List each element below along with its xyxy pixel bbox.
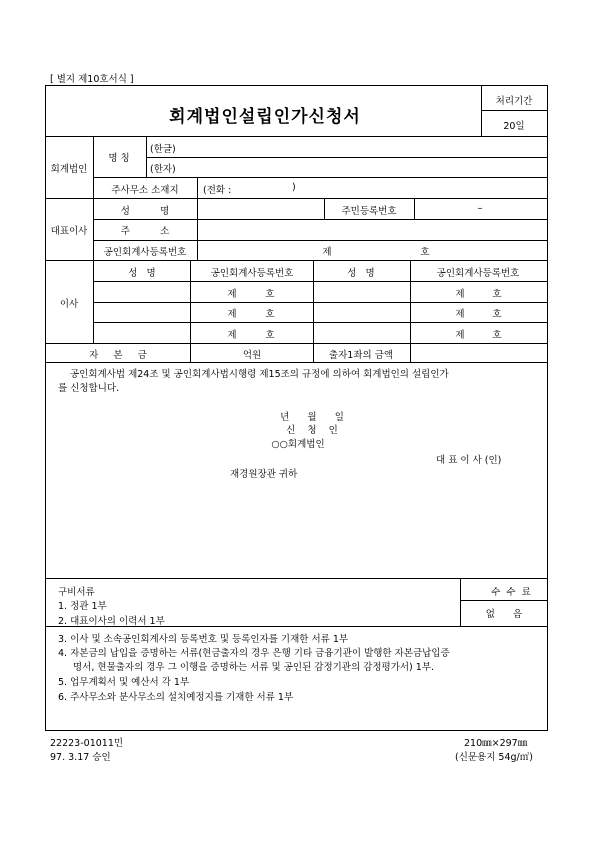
fee-label: 수 수 료 [491,587,531,598]
dir-reg-je: 제 [455,330,465,341]
dir-reg-ho: 호 [492,309,502,320]
document-item: 4. 자본금의 납입을 증명하는 서류(현금출자의 경우 은행 기타 금융기관이 발행한 자본금납입증 [58,648,450,659]
firm-name: ○○회계법인 [271,439,325,450]
dir-reg-je: 제 [455,309,465,320]
firm-section-label: 회계법인 [50,164,88,175]
firm-name-hanja: (한자) [150,164,176,175]
office-location-label: 주사무소 소재지 [111,185,179,196]
ceo-name-label: 성 명 [120,206,170,217]
capital-label: 자 본 금 [89,350,147,361]
directors-col-reg-2: 공인회계사등록번호 [436,268,520,279]
document-item: 3. 이사 및 소속공인회계사의 등록번호 및 등록인자를 기재한 서류 1부 [58,634,349,645]
representative-signature: 대 표 이 사 (인) [436,455,502,466]
dir-reg-ho: 호 [265,309,275,320]
ceo-reg-label: 공인회계사등록번호 [103,247,187,258]
document-item: 5. 업무계획서 및 예산서 각 1부 [58,677,190,688]
dir-reg-je: 제 [455,289,465,300]
firm-name-label: 명 칭 [108,153,130,164]
paper-size: 210㎜×297㎜ [464,738,528,749]
phone-label: (전화 : [203,185,232,196]
ceo-reg-ho: 호 [420,247,430,258]
application-date: 년 월 일 [280,412,344,423]
ceo-address-label: 주 소 [120,226,170,237]
processing-period-value: 20일 [503,121,525,132]
ceo-section-label: 대표이사 [50,226,88,237]
directors-section-label: 이사 [59,299,79,310]
dir-reg-ho: 호 [492,330,502,341]
firm-name-korean: (한글) [150,144,176,155]
approval-date: 97. 3.17 승인 [50,752,111,763]
form-title: 회계법인설립인가신청서 [169,107,361,127]
recipient: 재경원장관 귀하 [230,469,298,480]
capital-unit: 억원 [242,350,262,361]
statement-line-2: 를 신청합니다. [58,383,120,394]
rrn-dash: – [477,203,483,214]
dir-reg-je: 제 [227,330,237,341]
paper-type: (신문용지 54g/㎡) [455,752,533,763]
contribution-label: 출자1좌의 금액 [328,350,394,361]
directors-col-reg: 공인회계사등록번호 [210,268,294,279]
ceo-reg-je: 제 [322,247,332,258]
fee-value: 없 음 [485,609,523,620]
dir-reg-je: 제 [227,309,237,320]
form-code: 22223-01011민 [50,738,124,749]
directors-col-name: 성 명 [128,268,156,279]
documents-header: 구비서류 [58,587,95,598]
document-item: 2. 대표이사의 이력서 1부 [58,616,165,627]
dir-reg-ho: 호 [492,289,502,300]
dir-reg-ho: 호 [265,330,275,341]
dir-reg-je: 제 [227,289,237,300]
rrn-label: 주민등록번호 [341,206,397,217]
directors-col-name-2: 성 명 [347,268,375,279]
document-item: 명서, 현물출자의 경우 그 이행을 증명하는 서류 및 공인된 감정기관의 감정평가서) 1부. [73,662,435,673]
applicant-label: 신 청 인 [286,425,338,436]
statement-line-1: 공인회계사법 제24조 및 공인회계사법시행령 제15조의 규정에 의하여 회계법인의 설립인가 [70,369,449,380]
form-reference: [ 별지 제10호서식 ] [50,74,134,85]
processing-period-label: 처리기간 [495,96,533,107]
phone-close: ) [292,182,296,193]
document-item: 1. 정관 1부 [58,601,107,612]
document-item: 6. 주사무소와 분사무소의 설치예정지를 기재한 서류 1부 [58,692,294,703]
dir-reg-ho: 호 [265,289,275,300]
